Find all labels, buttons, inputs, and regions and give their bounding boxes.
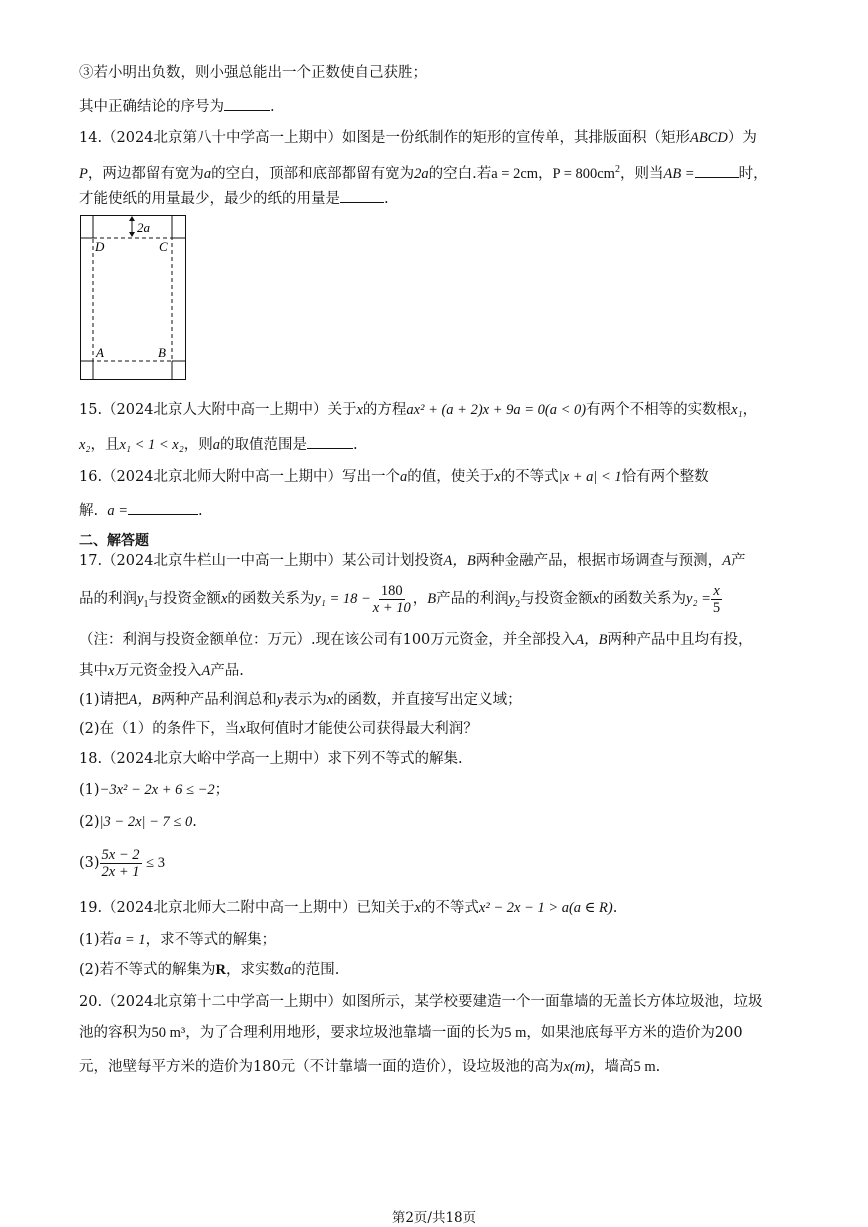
question-20-line2: 池的容积为50 m³，为了合理利用地形，要求垃圾池靠墙一面的长为5 m，如果池底每平方米的造价为200 <box>79 1025 743 1041</box>
question-16-line1: 16.（2024北京北师大附中高一上期中）写出一个a的值，使关于x的不等式|x + a| < 1恰有两个整数 <box>79 469 709 485</box>
question-17-line4: 其中x万元资金投入A产品. <box>79 663 244 679</box>
question-16-line2: 解. a = . <box>79 500 808 521</box>
label-A: A <box>96 345 104 360</box>
question-14-line3: 才能使纸的用量最少，最少的纸的用量是 . <box>79 188 808 209</box>
question-15-line2: x₂，且x₁ < 1 < x₂，则a的取值范围是 . <box>79 434 808 455</box>
answer-prompt: 其中正确结论的序号为 . <box>79 96 808 117</box>
question-18-part1: (1)−3x² − 2x + 6 ≤ −2； <box>79 782 230 798</box>
question-20-line1: 20.（2024北京第十二中学高一上期中）如图所示，某学校要建造一个一面靠墙的无盖长方体垃圾池，垃圾 <box>79 994 763 1010</box>
question-17-part1: (1)请把A，B两种产品利润总和y表示为x的函数，并直接写出定义域； <box>79 692 522 708</box>
section-header: 二、解答题 <box>79 533 149 549</box>
page-number: 第2页/共18页 <box>391 1210 477 1226</box>
question-18-part3: (3) $\frac{5x - 2}{2x + 1}$ ≤ 3 <box>79 846 165 880</box>
question-17-part2: (2)在（1）的条件下，当x取何值时才能使公司获得最大利润？ <box>79 721 478 737</box>
question-14-line1: 14.（2024北京第八十中学高一上期中）如图是一份纸制作的矩形的宣传单，其排版面积（矩形ABCD）为 <box>79 130 757 146</box>
question-20-line3: 元，池壁每平方米的造价为180元（不计靠墙一面的造价），设垃圾池的高为x(m)，墙高5 m. <box>79 1059 661 1075</box>
question-17-line1: 17.（2024北京牛栏山一中高一上期中）某公司计划投资A，B两种金融产品，根据市场调查与预测，A产 <box>79 553 746 569</box>
statement-3: ③若小明出负数，则小强总能出一个正数使自己获胜； <box>79 65 427 81</box>
label-D: D <box>95 239 105 254</box>
leaflet-figure <box>80 215 188 383</box>
label-C: C <box>159 239 168 254</box>
label-B: B <box>158 345 166 360</box>
question-18-part2: (2)|3 − 2x| − 7 ≤ 0. <box>79 814 197 830</box>
question-18: 18.（2024北京大峪中学高一上期中）求下列不等式的解集. <box>79 751 463 767</box>
question-19-part2: (2)若不等式的解集为R，求实数a的范围. <box>79 962 340 978</box>
label-2a: 2a <box>137 220 150 235</box>
question-14-line2: P，两边都留有宽为a的空白，顶部和底部都留有宽为2a的空白.若a = 2cm，$P = 800cm^2$，则当AB = 时， <box>79 164 768 182</box>
question-17-line2: 品的利润$y_1$与投资金额x的函数关系为y₁ = 18 − $\frac{180}{x + 10}$ ，B产品的利润$y_2$与投资金额x的函数关系为y₂ = $\frac{x}{5}$ <box>79 582 721 616</box>
question-19: 19.（2024北京北师大二附中高一上期中）已知关于x的不等式x² − 2x − 1 > a(a ∈ R). <box>79 900 618 916</box>
question-15-line1: 15.（2024北京人大附中高一上期中）关于x的方程ax² + (a + 2)x + 9a = 0(a < 0)有两个不相等的实数根x₁， <box>79 402 758 418</box>
question-17-line3: （注：利润与投资金额单位：万元）.现在该公司有100万元资金，并全部投入A，B两种产品中且均有投， <box>79 632 753 648</box>
question-19-part1: (1)若a = 1，求不等式的解集； <box>79 932 277 948</box>
